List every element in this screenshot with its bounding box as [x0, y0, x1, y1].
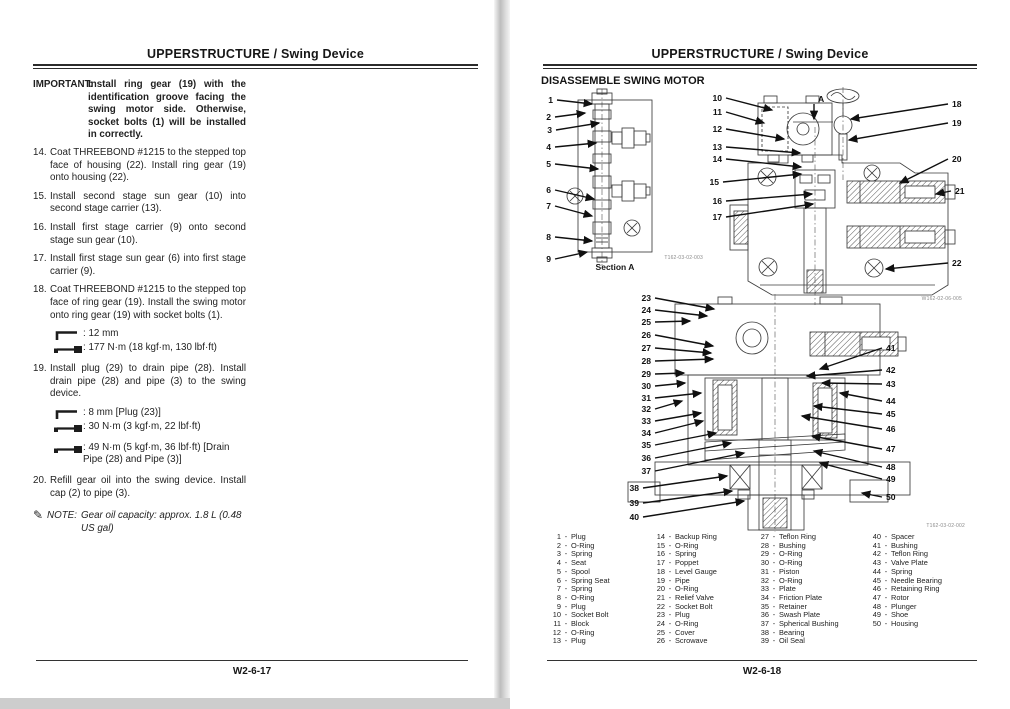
swing-motor-top-drawing — [700, 85, 1010, 310]
part-row: 37 - Spherical Bushing — [760, 619, 839, 629]
part-row: 44 - Spring — [872, 566, 913, 576]
part-row: 35 - Retainer — [760, 601, 807, 611]
left-page-number: W2-6-17 — [232, 666, 272, 677]
callout-number: 3 — [547, 125, 552, 135]
relief-valve-1 — [847, 181, 955, 203]
callout-number: 15 — [709, 177, 719, 187]
section-a-drawing — [540, 88, 710, 268]
callout-number: 11 — [712, 107, 722, 117]
callout-number: 35 — [641, 440, 651, 450]
spec-line — [53, 421, 246, 434]
part-row: 1 - Plug — [556, 532, 586, 541]
part-row: 18 - Level Gauge — [656, 566, 717, 576]
step-text: Coat THREEBOND #1215 to the stepped top face of ring gear (19). Install the swing motor onto ring gear (19) with socket bolts (1). — [50, 284, 246, 321]
part-row: 40 - Spacer — [872, 532, 915, 541]
spec-text: : 177 N·m (18 kgf·m, 130 lbf·ft) — [83, 342, 217, 354]
callout-number: 41 — [886, 343, 896, 353]
callout-number: 17 — [712, 212, 722, 222]
callout-number: 33 — [641, 416, 651, 426]
callout-number: 18 — [952, 99, 962, 109]
callout-number: 4 — [546, 142, 551, 152]
callout-number: 50 — [886, 492, 896, 502]
callout-number: 8 — [546, 232, 551, 242]
part-row: 25 - Cover — [656, 627, 695, 637]
part-row: 48 - Plunger — [872, 601, 917, 611]
callout-number: 20 — [952, 154, 962, 164]
part-row: 13 - Plug — [552, 636, 586, 646]
step-19 — [33, 363, 246, 401]
step-number: 16. — [33, 221, 47, 233]
part-row: 11 - Block — [553, 619, 590, 629]
part-row: 20 - O-Ring — [656, 584, 699, 594]
part-row: 5 - Spool — [556, 566, 590, 576]
callout-number: 12 — [712, 124, 722, 134]
callout-number: 42 — [886, 365, 896, 375]
part-row: 14 - Backup Ring — [656, 532, 717, 541]
callout-number: 13 — [712, 142, 722, 152]
torque-spec-group-2 — [53, 407, 246, 434]
callout-number: 37 — [641, 466, 651, 476]
plug-assembly — [612, 181, 650, 201]
part-row: 3 - Spring — [556, 549, 593, 559]
note-label: NOTE: — [47, 510, 77, 522]
callout-number: 19 — [952, 118, 962, 128]
spec-line — [53, 342, 246, 355]
section-title: DISASSEMBLE SWING MOTOR — [541, 75, 705, 87]
hex-wrench-icon — [53, 329, 83, 341]
callout-number: 1 — [548, 95, 553, 105]
spec-line — [53, 442, 246, 467]
relief-valve — [810, 332, 906, 356]
note-block — [33, 510, 246, 535]
part-row: 8 - O-Ring — [556, 592, 595, 602]
step-text: Install second stage sun gear (10) into second stage carrier (13). — [50, 190, 246, 215]
part-row: 9 - Plug — [556, 601, 586, 611]
parts-column — [549, 533, 653, 646]
part-row: 41 - Bushing — [872, 540, 918, 550]
step-number: 20. — [33, 475, 47, 487]
torque-spec-group-3 — [53, 442, 246, 467]
callout-number: 47 — [886, 444, 896, 454]
spec-text: : 49 N·m (5 kgf·m, 36 lbf·ft) [Drain Pipe (28) and Pipe (3)] — [83, 441, 230, 466]
step-text: Coat THREEBOND #1215 to the stepped top face of housing (22). Install ring gear (19) onto housing (22). — [50, 146, 246, 184]
callout-number: 48 — [886, 462, 896, 472]
torque-wrench-icon — [53, 343, 83, 355]
step-15 — [33, 191, 246, 216]
callout-number: 32 — [641, 404, 651, 414]
step-number: 14. — [33, 146, 47, 158]
callout-number: 34 — [641, 428, 651, 438]
callout-number: 27 — [641, 343, 651, 353]
callout-number: 16 — [712, 196, 722, 206]
shaft — [760, 208, 935, 293]
part-row: 39 - Oil Seal — [760, 636, 805, 646]
part-row: 4 - Seat — [556, 558, 587, 568]
callout-number: 49 — [886, 474, 896, 484]
scan-bottom-edge — [0, 698, 510, 709]
part-row: 17 - Poppet — [656, 558, 699, 568]
part-row: 24 - O-Ring — [656, 619, 699, 629]
callout-number: 44 — [886, 396, 896, 406]
callout-number: 2 — [546, 112, 551, 122]
callout-number: 6 — [546, 185, 551, 195]
callout-number: 22 — [952, 258, 962, 268]
torque-wrench-icon — [53, 443, 83, 455]
part-row: 2 - O-Ring — [556, 540, 595, 550]
callout-number: 7 — [546, 201, 551, 211]
port-block — [758, 96, 833, 162]
part-row: 38 - Bearing — [760, 627, 805, 637]
spec-text: : 30 N·m (3 kgf·m, 22 lbf·ft) — [83, 420, 201, 432]
part-row: 26 - Scrowave — [656, 636, 708, 646]
callout-number: 10 — [712, 93, 722, 103]
part-row: 50 - Housing — [872, 619, 919, 629]
callout-number: 14 — [712, 154, 722, 164]
step-text: Install first stage carrier (9) onto second stage sun gear (10). — [50, 221, 246, 246]
part-row: 32 - O-Ring — [760, 575, 803, 585]
part-row: 46 - Retaining Ring — [872, 584, 940, 594]
note-pencil-icon: ✎ — [33, 508, 44, 523]
callout-number: 40 — [629, 512, 639, 522]
part-row: 42 - Teflon Ring — [872, 549, 928, 559]
callout-number: A — [818, 94, 825, 104]
step-number: 18. — [33, 284, 47, 296]
step-number: 15. — [33, 190, 47, 202]
callout-number: 43 — [886, 379, 896, 389]
part-row: 36 - Swash Plate — [760, 610, 821, 620]
step-text: Install first stage sun gear (6) into first stage carrier (9). — [50, 253, 246, 277]
callout-number: 24 — [641, 305, 651, 315]
part-row: 28 - Bushing — [760, 540, 806, 550]
step-text: Refill gear oil into the swing device. Install cap (2) to pipe (3). — [50, 475, 246, 499]
part-row: 15 - O-Ring — [656, 540, 699, 550]
part-row: 43 - Valve Plate — [872, 558, 928, 568]
right-footer-rule — [547, 660, 977, 661]
part-row: 12 - O-Ring — [552, 627, 595, 637]
callout-number: 9 — [546, 254, 551, 264]
parts-list — [549, 533, 981, 646]
figure-code: T162-03-02-003 — [664, 255, 703, 261]
important-text: Install ring gear (19) with the identification groove facing the swing motor side. Otherwise, socket bolts (1) will be installed in correctly. — [88, 79, 246, 141]
plug-assembly — [612, 128, 650, 148]
left-footer-rule — [36, 660, 468, 661]
part-row: 19 - Pipe — [656, 575, 690, 585]
part-row: 10 - Socket Bolt — [552, 610, 609, 620]
part-row: 6 - Spring Seat — [556, 575, 610, 585]
callout-number: 46 — [886, 424, 896, 434]
part-row: 7 - Spring — [556, 584, 593, 594]
step-17 — [33, 253, 246, 278]
swing-motor-bottom-drawing — [610, 290, 1005, 535]
callout-number: 5 — [546, 159, 551, 169]
step-14 — [33, 147, 246, 185]
right-page-number: W2-6-18 — [742, 666, 782, 677]
callout-number: 36 — [641, 453, 651, 463]
left-header-rule — [33, 64, 478, 69]
callout-number: 30 — [641, 381, 651, 391]
figure-code: T162-03-02-002 — [926, 523, 965, 529]
parts-column — [653, 533, 757, 646]
callout-number: 38 — [629, 483, 639, 493]
note-text: Gear oil capacity: approx. 1.8 L (0.48 US gal) — [81, 510, 242, 534]
callout-number: 28 — [641, 356, 651, 366]
part-row: 29 - O-Ring — [760, 549, 803, 559]
step-number: 19. — [33, 363, 47, 375]
important-block — [33, 79, 246, 142]
part-row: 27 - Teflon Ring — [760, 532, 816, 541]
important-label: IMPORTANT: — [33, 79, 93, 90]
callout-number: 23 — [641, 293, 651, 303]
torque-spec-group-1 — [53, 328, 246, 355]
part-row: 49 - Shoe — [872, 610, 909, 620]
bearing-seal-group — [730, 465, 822, 499]
step-text: Install plug (29) to drain pipe (28). Install drain pipe (28) and pipe (3) to the swing device. — [50, 363, 246, 400]
relief-valve-2 — [847, 226, 955, 248]
hex-wrench-icon — [53, 408, 83, 420]
part-row: 21 - Relief Valve — [656, 592, 714, 602]
callout-number: 26 — [641, 330, 651, 340]
part-row: 31 - Piston — [760, 566, 800, 576]
left-boss — [730, 205, 748, 250]
right-header-rule — [543, 64, 977, 69]
section-a-caption: Section A — [595, 262, 635, 272]
callout-number: 39 — [629, 498, 639, 508]
callout-number: 45 — [886, 409, 896, 419]
part-row: 34 - Friction Plate — [760, 592, 823, 602]
step-16 — [33, 222, 246, 247]
step-number: 17. — [33, 253, 47, 265]
parts-column — [757, 533, 869, 646]
page-gutter-shadow — [494, 0, 510, 709]
callout-number: 21 — [955, 186, 965, 196]
figure-code: W162-02-06-005 — [921, 296, 962, 302]
callout-number: 25 — [641, 317, 651, 327]
part-row: 30 - O-Ring — [760, 558, 803, 568]
left-page-title: UPPERSTRUCTURE / Swing Device — [147, 47, 364, 61]
part-row: 23 - Plug — [656, 610, 690, 620]
part-row: 47 - Rotor — [872, 592, 910, 602]
step-18 — [33, 284, 246, 322]
part-row: 16 - Spring — [656, 549, 697, 559]
part-row: 33 - Plate — [760, 584, 796, 594]
step-20 — [33, 475, 246, 500]
callout-number: 29 — [641, 369, 651, 379]
parts-column — [869, 533, 977, 646]
right-page-title: UPPERSTRUCTURE / Swing Device — [651, 47, 869, 61]
torque-wrench-icon — [53, 422, 83, 434]
part-row: 45 - Needle Bearing — [872, 575, 942, 585]
spec-line — [53, 407, 246, 420]
spec-line — [53, 328, 246, 341]
part-row: 22 - Socket Bolt — [656, 601, 713, 611]
spec-text: : 8 mm [Plug (23)] — [83, 406, 161, 418]
spec-text: : 12 mm — [83, 328, 119, 340]
left-text-column — [33, 79, 246, 535]
callout-number: 31 — [641, 393, 651, 403]
